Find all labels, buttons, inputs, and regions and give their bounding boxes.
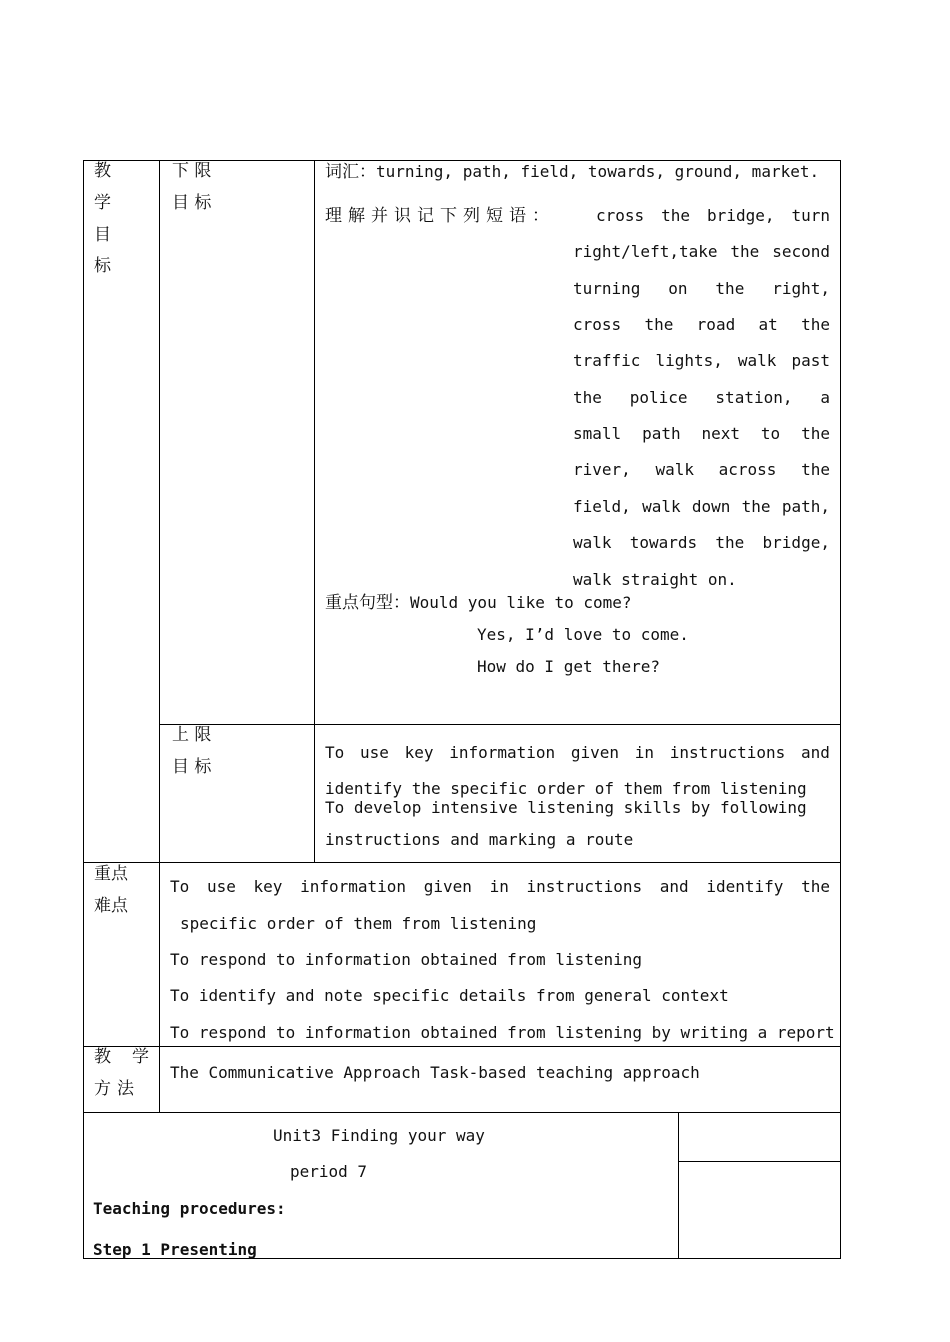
procedures-heading: Teaching procedures:: [93, 1199, 286, 1218]
key-point-word: To: [170, 877, 190, 896]
method-label-char: 法: [117, 1079, 134, 1099]
phrase-word: past: [791, 351, 830, 370]
phrase-line: [573, 351, 830, 371]
phrase-word: lights,: [655, 351, 723, 370]
key-sentence-label: 重点句型：: [325, 593, 410, 613]
period-label: period 7: [290, 1162, 368, 1181]
upper-goal-word: use: [359, 743, 389, 762]
unit-title: Unit3 Finding your way: [273, 1126, 485, 1145]
key-point-word: and: [659, 877, 689, 896]
divider-lower-upper: [159, 724, 841, 725]
upper-goal-word: given: [570, 743, 620, 762]
upper-goal-word: key: [404, 743, 434, 762]
phrase-word: walk: [655, 460, 694, 479]
key-points-label: 重点: [94, 864, 128, 884]
upper-goal-word: in: [634, 743, 654, 762]
phrase-word: bridge,: [762, 533, 830, 552]
lower-goal-label: 目 标: [172, 193, 212, 213]
phrase-word: at: [758, 315, 778, 334]
phrase-word: river,: [573, 460, 631, 479]
phrase-line-first: [596, 206, 830, 226]
objectives-label-line: 学: [94, 193, 111, 213]
divider-side-cell: [678, 1161, 841, 1162]
vocabulary-words: turning, path, field, towards, ground, market.: [376, 162, 820, 181]
upper-goal-line: To develop intensive listening skills by following: [325, 798, 807, 817]
step-heading: Step 1 Presenting: [93, 1240, 257, 1259]
phrase-word: the: [801, 460, 830, 479]
phrase-word: second: [772, 242, 830, 261]
phrase-word: walk: [642, 497, 681, 516]
upper-goal-label: 目 标: [172, 757, 212, 777]
phrase-word: the: [644, 315, 674, 334]
key-point-word: in: [489, 877, 509, 896]
label-column-divider: [159, 160, 160, 1113]
phrase-word: cross: [596, 206, 645, 225]
phrase-word: the: [741, 497, 771, 516]
upper-goal-word: information: [449, 743, 556, 762]
upper-goal-line-first: [325, 743, 830, 763]
phrase-word: the: [801, 315, 830, 334]
key-points-label: 难点: [94, 896, 128, 916]
phrase-word: the: [661, 206, 691, 225]
key-point-word: the: [801, 877, 830, 896]
divider-method-procedure: [83, 1112, 841, 1113]
phrase-word: field,: [573, 497, 631, 516]
divider-objectives-keypoints: [83, 862, 841, 863]
vocabulary-line: [325, 162, 819, 182]
phrase-word: the: [715, 279, 745, 298]
phrase-word: walk: [573, 533, 612, 552]
key-point-word: given: [423, 877, 472, 896]
phrase-label: 理解并识记下列短语：: [325, 206, 555, 226]
phrase-word: bridge,: [707, 206, 775, 225]
phrase-line: [573, 424, 830, 444]
upper-goal-word: To: [325, 743, 345, 762]
method-text: The Communicative Approach Task-based teaching approach: [170, 1063, 700, 1082]
side-column-divider: [678, 1112, 679, 1259]
phrase-word: to: [760, 424, 781, 443]
upper-goal-word: instructions: [669, 743, 786, 762]
vocabulary-label: 词汇：: [325, 162, 376, 182]
key-sentence-line: [325, 593, 632, 613]
phrase-word: on: [668, 279, 688, 298]
method-label-char: 方: [94, 1079, 111, 1099]
phrase-word: small: [573, 424, 622, 443]
phrase-line: [573, 497, 830, 517]
lower-goal-label: 下 限: [172, 161, 212, 181]
table-border-left: [83, 160, 84, 1259]
phrase-word: path: [642, 424, 681, 443]
key-point-word: use: [206, 877, 236, 896]
upper-goal-word: and: [801, 743, 830, 762]
key-sentence: Would you like to come?: [410, 593, 632, 612]
phrase-line-last: walk straight on.: [573, 570, 737, 589]
phrase-word: cross: [573, 315, 622, 334]
phrase-word: the: [730, 242, 760, 261]
phrase-word: towards: [629, 533, 698, 552]
key-points-line: To respond to information obtained from listening by writing a report: [170, 1023, 835, 1042]
objectives-label-line: 教: [94, 161, 111, 181]
phrase-word: right,: [772, 279, 830, 298]
phrase-line: [573, 533, 830, 553]
phrase-line: [573, 315, 830, 335]
phrase-word: turning: [573, 279, 641, 298]
phrase-line: [573, 460, 830, 480]
phrase-word: across: [718, 460, 777, 479]
phrase-word: the: [715, 533, 745, 552]
divider-keypoints-method: [83, 1046, 841, 1047]
phrase-word: right/left,take: [573, 242, 718, 261]
key-point-word: instructions: [526, 877, 643, 896]
key-point-word: identify: [706, 877, 784, 896]
phrase-word: station,: [715, 388, 793, 407]
key-points-line: specific order of them from listening: [180, 914, 537, 933]
phrase-word: path,: [781, 497, 830, 516]
method-label-char: 学: [132, 1047, 149, 1067]
sublabel-column-divider: [314, 160, 315, 863]
phrase-word: walk: [737, 351, 777, 370]
upper-goal-label: 上 限: [172, 725, 212, 745]
upper-goal-line: identify the specific order of them from listening: [325, 779, 807, 798]
key-sentence: Yes, I’d love to come.: [477, 625, 689, 644]
objectives-label-line: 标: [94, 256, 111, 276]
phrase-word: a: [820, 388, 830, 407]
upper-goal-line: instructions and marking a route: [325, 830, 634, 849]
phrase-word: traffic: [573, 351, 641, 370]
phrase-word: down: [691, 497, 731, 516]
key-points-line: To respond to information obtained from listening: [170, 950, 643, 969]
key-points-line-first: [170, 877, 830, 897]
phrase-line: [573, 388, 830, 408]
phrase-line: [573, 242, 830, 262]
table-border-right: [840, 160, 841, 1259]
phrase-word: the: [801, 424, 830, 443]
phrase-word: next: [701, 424, 741, 443]
phrase-line: [573, 279, 830, 299]
method-label-char: 教: [94, 1047, 111, 1067]
phrase-word: turn: [791, 206, 830, 225]
key-points-line: To identify and note specific details from general context: [170, 986, 729, 1005]
phrase-word: police: [629, 388, 688, 407]
phrase-word: road: [696, 315, 736, 334]
objectives-label-line: 目: [94, 225, 111, 245]
phrase-word: the: [573, 388, 602, 407]
key-point-word: information: [300, 877, 407, 896]
key-sentence: How do I get there?: [477, 657, 661, 676]
key-point-word: key: [253, 877, 283, 896]
